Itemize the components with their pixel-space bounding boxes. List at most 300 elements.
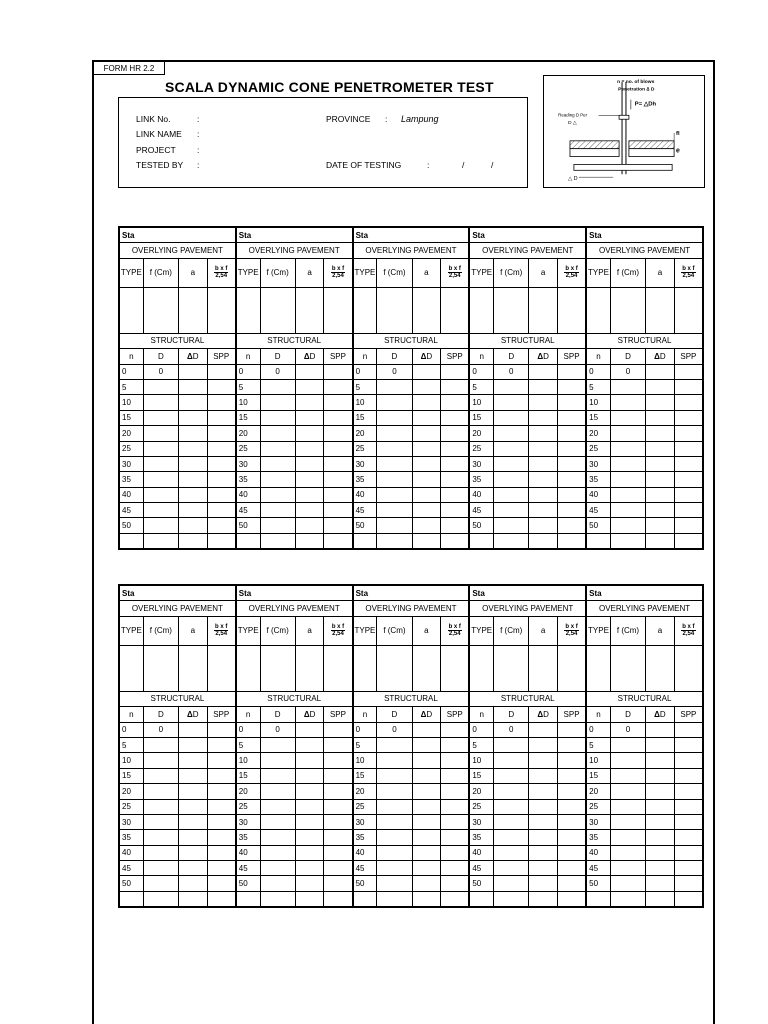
- entry-cell[interactable]: [441, 287, 470, 333]
- spp-value[interactable]: [557, 395, 586, 410]
- delta-d-value[interactable]: [646, 472, 675, 487]
- spp-value[interactable]: [207, 472, 236, 487]
- delta-d-value[interactable]: [529, 441, 558, 456]
- entry-cell[interactable]: [324, 533, 353, 549]
- delta-d-value[interactable]: [178, 753, 207, 768]
- delta-d-value[interactable]: [529, 395, 558, 410]
- spp-value[interactable]: [557, 784, 586, 799]
- delta-d-value[interactable]: [178, 364, 207, 379]
- entry-cell[interactable]: [207, 287, 236, 333]
- delta-d-value[interactable]: [412, 799, 441, 814]
- entry-cell[interactable]: [610, 891, 645, 907]
- entry-cell[interactable]: [469, 645, 493, 691]
- spp-value[interactable]: [207, 426, 236, 441]
- spp-value[interactable]: [441, 472, 470, 487]
- entry-cell[interactable]: [529, 645, 558, 691]
- delta-d-value[interactable]: [646, 395, 675, 410]
- d-value[interactable]: [143, 830, 178, 845]
- entry-cell[interactable]: [646, 645, 675, 691]
- delta-d-value[interactable]: [295, 426, 324, 441]
- d-value[interactable]: [610, 861, 645, 876]
- entry-cell[interactable]: [469, 891, 493, 907]
- spp-value[interactable]: [557, 518, 586, 533]
- delta-d-value[interactable]: [646, 753, 675, 768]
- delta-d-value[interactable]: [412, 503, 441, 518]
- delta-d-value[interactable]: [178, 395, 207, 410]
- entry-cell[interactable]: [586, 891, 610, 907]
- delta-d-value[interactable]: [646, 876, 675, 891]
- delta-d-value[interactable]: [295, 845, 324, 860]
- delta-d-value[interactable]: [295, 395, 324, 410]
- d-value[interactable]: [143, 737, 178, 752]
- entry-cell[interactable]: [260, 645, 295, 691]
- delta-d-value[interactable]: [295, 472, 324, 487]
- d-value[interactable]: [494, 426, 529, 441]
- delta-d-value[interactable]: [178, 472, 207, 487]
- spp-value[interactable]: [674, 472, 703, 487]
- d-value[interactable]: [143, 395, 178, 410]
- d-value[interactable]: [143, 472, 178, 487]
- spp-value[interactable]: [557, 799, 586, 814]
- spp-value[interactable]: [441, 456, 470, 471]
- spp-value[interactable]: [441, 768, 470, 783]
- spp-value[interactable]: [557, 753, 586, 768]
- delta-d-value[interactable]: [295, 814, 324, 829]
- entry-cell[interactable]: [557, 645, 586, 691]
- d-value[interactable]: [494, 379, 529, 394]
- delta-d-value[interactable]: [529, 410, 558, 425]
- delta-d-value[interactable]: [295, 799, 324, 814]
- d-value[interactable]: [377, 426, 412, 441]
- d-value[interactable]: [143, 426, 178, 441]
- delta-d-value[interactable]: [529, 784, 558, 799]
- spp-value[interactable]: [324, 753, 353, 768]
- spp-value[interactable]: [441, 487, 470, 502]
- spp-value[interactable]: [557, 487, 586, 502]
- delta-d-value[interactable]: [646, 768, 675, 783]
- delta-d-value[interactable]: [529, 426, 558, 441]
- d-value[interactable]: [377, 487, 412, 502]
- delta-d-value[interactable]: [646, 379, 675, 394]
- spp-value[interactable]: [557, 456, 586, 471]
- entry-cell[interactable]: [674, 287, 703, 333]
- spp-value[interactable]: [674, 722, 703, 737]
- delta-d-value[interactable]: [529, 799, 558, 814]
- entry-cell[interactable]: [441, 533, 470, 549]
- entry-cell[interactable]: [441, 891, 470, 907]
- delta-d-value[interactable]: [295, 441, 324, 456]
- entry-cell[interactable]: [236, 645, 260, 691]
- delta-d-value[interactable]: [295, 876, 324, 891]
- delta-d-value[interactable]: [178, 737, 207, 752]
- spp-value[interactable]: [324, 722, 353, 737]
- delta-d-value[interactable]: [295, 784, 324, 799]
- d-value[interactable]: [143, 753, 178, 768]
- spp-value[interactable]: [557, 861, 586, 876]
- spp-value[interactable]: [324, 861, 353, 876]
- d-value[interactable]: [494, 799, 529, 814]
- delta-d-value[interactable]: [178, 814, 207, 829]
- delta-d-value[interactable]: [295, 737, 324, 752]
- d-value[interactable]: [610, 518, 645, 533]
- d-value[interactable]: [143, 784, 178, 799]
- entry-cell[interactable]: [207, 533, 236, 549]
- spp-value[interactable]: [441, 395, 470, 410]
- d-value[interactable]: [260, 753, 295, 768]
- delta-d-value[interactable]: [412, 753, 441, 768]
- d-value[interactable]: [494, 503, 529, 518]
- d-value[interactable]: [377, 876, 412, 891]
- delta-d-value[interactable]: [412, 441, 441, 456]
- d-value[interactable]: [377, 814, 412, 829]
- spp-value[interactable]: [441, 518, 470, 533]
- spp-value[interactable]: [557, 722, 586, 737]
- spp-value[interactable]: [207, 456, 236, 471]
- d-value[interactable]: [494, 814, 529, 829]
- delta-d-value[interactable]: [412, 426, 441, 441]
- spp-value[interactable]: [207, 784, 236, 799]
- spp-value[interactable]: [207, 737, 236, 752]
- spp-value[interactable]: [674, 830, 703, 845]
- spp-value[interactable]: [207, 799, 236, 814]
- d-value[interactable]: [377, 753, 412, 768]
- d-value[interactable]: [610, 379, 645, 394]
- d-value[interactable]: [610, 441, 645, 456]
- spp-value[interactable]: [557, 768, 586, 783]
- spp-value[interactable]: [674, 814, 703, 829]
- d-value[interactable]: [377, 784, 412, 799]
- d-value[interactable]: [260, 487, 295, 502]
- spp-value[interactable]: [441, 379, 470, 394]
- d-value[interactable]: [260, 441, 295, 456]
- d-value[interactable]: [494, 861, 529, 876]
- d-value[interactable]: [610, 753, 645, 768]
- entry-cell[interactable]: [494, 645, 529, 691]
- delta-d-value[interactable]: [646, 503, 675, 518]
- spp-value[interactable]: [674, 737, 703, 752]
- entry-cell[interactable]: [377, 533, 412, 549]
- d-value[interactable]: [143, 503, 178, 518]
- entry-cell[interactable]: [646, 287, 675, 333]
- spp-value[interactable]: [557, 876, 586, 891]
- entry-cell[interactable]: [529, 891, 558, 907]
- entry-cell[interactable]: [119, 287, 143, 333]
- d-value[interactable]: [260, 426, 295, 441]
- d-value[interactable]: [494, 395, 529, 410]
- d-value[interactable]: [377, 410, 412, 425]
- delta-d-value[interactable]: [412, 876, 441, 891]
- spp-value[interactable]: [557, 814, 586, 829]
- entry-cell[interactable]: [207, 645, 236, 691]
- entry-cell[interactable]: [353, 645, 377, 691]
- d-value[interactable]: [260, 410, 295, 425]
- spp-value[interactable]: [674, 876, 703, 891]
- spp-value[interactable]: [207, 768, 236, 783]
- delta-d-value[interactable]: [178, 487, 207, 502]
- spp-value[interactable]: [441, 799, 470, 814]
- d-value[interactable]: [377, 456, 412, 471]
- delta-d-value[interactable]: [178, 799, 207, 814]
- entry-cell[interactable]: [178, 645, 207, 691]
- spp-value[interactable]: [674, 395, 703, 410]
- delta-d-value[interactable]: [178, 861, 207, 876]
- spp-value[interactable]: [324, 364, 353, 379]
- entry-cell[interactable]: [494, 287, 529, 333]
- delta-d-value[interactable]: [646, 441, 675, 456]
- entry-cell[interactable]: [586, 645, 610, 691]
- delta-d-value[interactable]: [295, 830, 324, 845]
- entry-cell[interactable]: [441, 645, 470, 691]
- spp-value[interactable]: [207, 845, 236, 860]
- spp-value[interactable]: [324, 487, 353, 502]
- entry-cell[interactable]: [353, 891, 377, 907]
- entry-cell[interactable]: [557, 533, 586, 549]
- d-value[interactable]: [260, 814, 295, 829]
- delta-d-value[interactable]: [646, 784, 675, 799]
- delta-d-value[interactable]: [178, 845, 207, 860]
- entry-cell[interactable]: [260, 287, 295, 333]
- delta-d-value[interactable]: [178, 876, 207, 891]
- delta-d-value[interactable]: [295, 456, 324, 471]
- d-value[interactable]: [494, 472, 529, 487]
- entry-cell[interactable]: [377, 891, 412, 907]
- d-value[interactable]: [610, 830, 645, 845]
- d-value[interactable]: [143, 861, 178, 876]
- delta-d-value[interactable]: [646, 861, 675, 876]
- delta-d-value[interactable]: [412, 737, 441, 752]
- d-value[interactable]: [494, 753, 529, 768]
- d-value[interactable]: [494, 876, 529, 891]
- d-value[interactable]: [260, 518, 295, 533]
- delta-d-value[interactable]: [529, 456, 558, 471]
- spp-value[interactable]: [557, 503, 586, 518]
- spp-value[interactable]: [207, 410, 236, 425]
- delta-d-value[interactable]: [295, 861, 324, 876]
- d-value[interactable]: [143, 799, 178, 814]
- delta-d-value[interactable]: [529, 379, 558, 394]
- d-value[interactable]: [610, 503, 645, 518]
- delta-d-value[interactable]: [295, 753, 324, 768]
- entry-cell[interactable]: [610, 533, 645, 549]
- spp-value[interactable]: [674, 426, 703, 441]
- spp-value[interactable]: [207, 487, 236, 502]
- delta-d-value[interactable]: [178, 426, 207, 441]
- spp-value[interactable]: [441, 876, 470, 891]
- delta-d-value[interactable]: [529, 518, 558, 533]
- delta-d-value[interactable]: [178, 768, 207, 783]
- spp-value[interactable]: [557, 472, 586, 487]
- entry-cell[interactable]: [324, 891, 353, 907]
- d-value[interactable]: [610, 395, 645, 410]
- spp-value[interactable]: [674, 456, 703, 471]
- d-value[interactable]: [260, 845, 295, 860]
- spp-value[interactable]: [441, 830, 470, 845]
- entry-cell[interactable]: [557, 891, 586, 907]
- delta-d-value[interactable]: [295, 518, 324, 533]
- spp-value[interactable]: [324, 830, 353, 845]
- delta-d-value[interactable]: [529, 861, 558, 876]
- d-value[interactable]: [610, 487, 645, 502]
- d-value[interactable]: [260, 395, 295, 410]
- delta-d-value[interactable]: [412, 784, 441, 799]
- entry-cell[interactable]: [674, 533, 703, 549]
- d-value[interactable]: [260, 861, 295, 876]
- spp-value[interactable]: [207, 876, 236, 891]
- d-value[interactable]: [377, 845, 412, 860]
- d-value[interactable]: [260, 768, 295, 783]
- delta-d-value[interactable]: [646, 737, 675, 752]
- spp-value[interactable]: [324, 395, 353, 410]
- delta-d-value[interactable]: [178, 518, 207, 533]
- spp-value[interactable]: [674, 518, 703, 533]
- delta-d-value[interactable]: [529, 768, 558, 783]
- delta-d-value[interactable]: [412, 861, 441, 876]
- delta-d-value[interactable]: [412, 845, 441, 860]
- delta-d-value[interactable]: [178, 503, 207, 518]
- spp-value[interactable]: [324, 814, 353, 829]
- entry-cell[interactable]: [324, 287, 353, 333]
- spp-value[interactable]: [441, 426, 470, 441]
- entry-cell[interactable]: [260, 891, 295, 907]
- spp-value[interactable]: [207, 364, 236, 379]
- delta-d-value[interactable]: [529, 830, 558, 845]
- d-value[interactable]: [143, 845, 178, 860]
- delta-d-value[interactable]: [529, 472, 558, 487]
- spp-value[interactable]: [324, 518, 353, 533]
- d-value[interactable]: [610, 845, 645, 860]
- spp-value[interactable]: [441, 845, 470, 860]
- d-value[interactable]: [494, 518, 529, 533]
- spp-value[interactable]: [207, 722, 236, 737]
- entry-cell[interactable]: [529, 533, 558, 549]
- spp-value[interactable]: [441, 814, 470, 829]
- d-value[interactable]: [143, 518, 178, 533]
- d-value[interactable]: [494, 487, 529, 502]
- spp-value[interactable]: [674, 379, 703, 394]
- delta-d-value[interactable]: [529, 737, 558, 752]
- delta-d-value[interactable]: [178, 379, 207, 394]
- spp-value[interactable]: [207, 441, 236, 456]
- entry-cell[interactable]: [610, 287, 645, 333]
- entry-cell[interactable]: [119, 891, 143, 907]
- d-value[interactable]: [494, 784, 529, 799]
- delta-d-value[interactable]: [412, 814, 441, 829]
- delta-d-value[interactable]: [529, 753, 558, 768]
- delta-d-value[interactable]: [412, 487, 441, 502]
- entry-cell[interactable]: [412, 287, 441, 333]
- spp-value[interactable]: [324, 426, 353, 441]
- d-value[interactable]: [260, 503, 295, 518]
- spp-value[interactable]: [674, 441, 703, 456]
- entry-cell[interactable]: [469, 533, 493, 549]
- entry-cell[interactable]: [295, 645, 324, 691]
- spp-value[interactable]: [674, 364, 703, 379]
- entry-cell[interactable]: [236, 287, 260, 333]
- delta-d-value[interactable]: [295, 722, 324, 737]
- entry-cell[interactable]: [178, 891, 207, 907]
- spp-value[interactable]: [674, 799, 703, 814]
- delta-d-value[interactable]: [646, 518, 675, 533]
- spp-value[interactable]: [674, 753, 703, 768]
- d-value[interactable]: [143, 487, 178, 502]
- d-value[interactable]: [143, 456, 178, 471]
- entry-cell[interactable]: [353, 287, 377, 333]
- spp-value[interactable]: [324, 737, 353, 752]
- entry-cell[interactable]: [469, 287, 493, 333]
- entry-cell[interactable]: [610, 645, 645, 691]
- spp-value[interactable]: [674, 487, 703, 502]
- spp-value[interactable]: [324, 845, 353, 860]
- d-value[interactable]: [260, 456, 295, 471]
- spp-value[interactable]: [557, 426, 586, 441]
- spp-value[interactable]: [441, 737, 470, 752]
- d-value[interactable]: [610, 799, 645, 814]
- spp-value[interactable]: [324, 876, 353, 891]
- entry-cell[interactable]: [260, 533, 295, 549]
- d-value[interactable]: [494, 456, 529, 471]
- d-value[interactable]: [494, 845, 529, 860]
- spp-value[interactable]: [557, 737, 586, 752]
- entry-cell[interactable]: [143, 891, 178, 907]
- d-value[interactable]: [377, 395, 412, 410]
- d-value[interactable]: [260, 379, 295, 394]
- spp-value[interactable]: [557, 830, 586, 845]
- d-value[interactable]: [377, 830, 412, 845]
- spp-value[interactable]: [324, 456, 353, 471]
- entry-cell[interactable]: [236, 891, 260, 907]
- spp-value[interactable]: [674, 861, 703, 876]
- delta-d-value[interactable]: [295, 503, 324, 518]
- d-value[interactable]: [260, 876, 295, 891]
- entry-cell[interactable]: [674, 891, 703, 907]
- spp-value[interactable]: [207, 395, 236, 410]
- entry-cell[interactable]: [557, 287, 586, 333]
- d-value[interactable]: [143, 876, 178, 891]
- delta-d-value[interactable]: [412, 518, 441, 533]
- spp-value[interactable]: [207, 861, 236, 876]
- spp-value[interactable]: [207, 830, 236, 845]
- spp-value[interactable]: [441, 722, 470, 737]
- delta-d-value[interactable]: [178, 456, 207, 471]
- d-value[interactable]: [610, 876, 645, 891]
- spp-value[interactable]: [207, 518, 236, 533]
- entry-cell[interactable]: [119, 645, 143, 691]
- d-value[interactable]: [377, 518, 412, 533]
- spp-value[interactable]: [441, 784, 470, 799]
- delta-d-value[interactable]: [646, 487, 675, 502]
- d-value[interactable]: [494, 830, 529, 845]
- delta-d-value[interactable]: [529, 364, 558, 379]
- delta-d-value[interactable]: [646, 799, 675, 814]
- d-value[interactable]: [494, 768, 529, 783]
- delta-d-value[interactable]: [412, 722, 441, 737]
- delta-d-value[interactable]: [529, 814, 558, 829]
- delta-d-value[interactable]: [295, 379, 324, 394]
- spp-value[interactable]: [324, 379, 353, 394]
- delta-d-value[interactable]: [178, 784, 207, 799]
- delta-d-value[interactable]: [529, 503, 558, 518]
- delta-d-value[interactable]: [412, 364, 441, 379]
- d-value[interactable]: [143, 814, 178, 829]
- delta-d-value[interactable]: [646, 845, 675, 860]
- d-value[interactable]: [260, 472, 295, 487]
- delta-d-value[interactable]: [529, 845, 558, 860]
- entry-cell[interactable]: [412, 891, 441, 907]
- delta-d-value[interactable]: [178, 441, 207, 456]
- delta-d-value[interactable]: [295, 487, 324, 502]
- delta-d-value[interactable]: [646, 364, 675, 379]
- entry-cell[interactable]: [119, 533, 143, 549]
